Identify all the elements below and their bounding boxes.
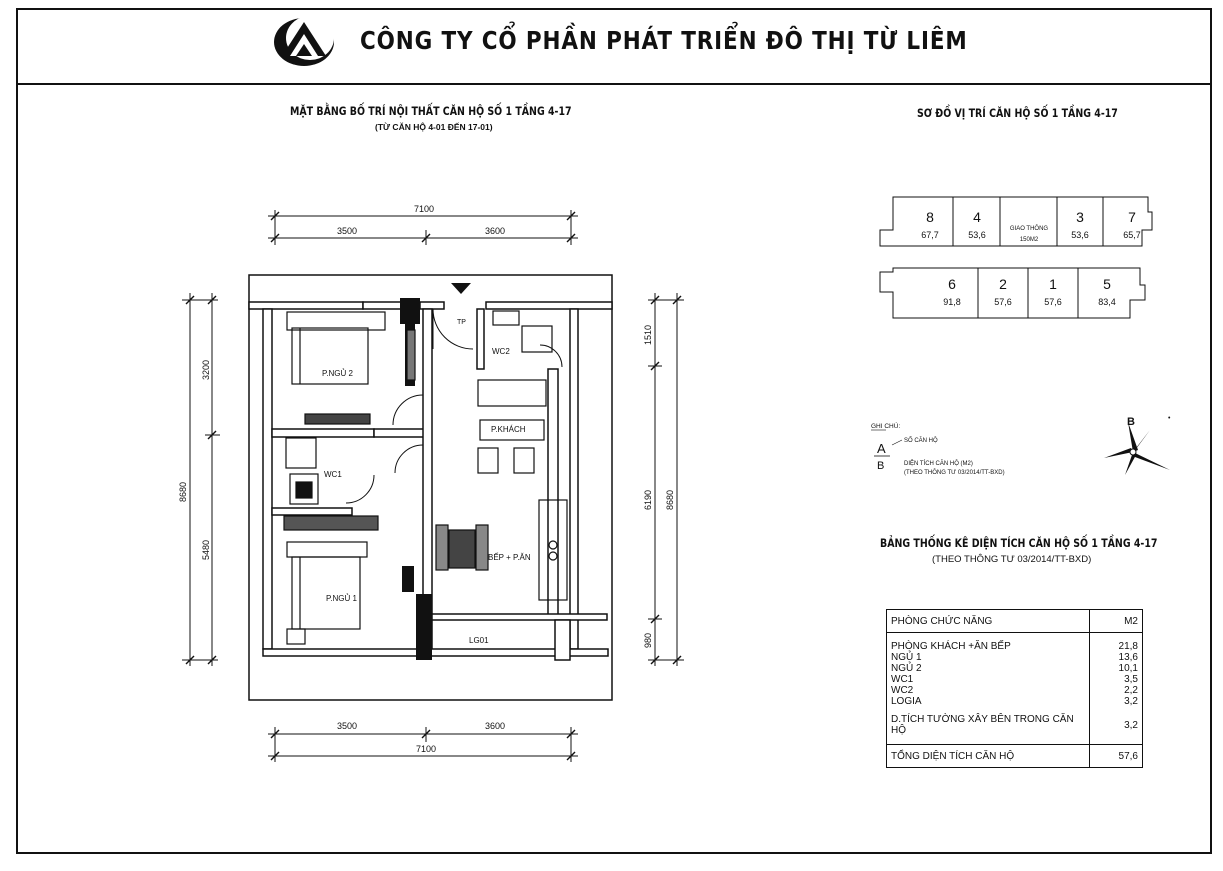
unit-1-area: 57,6: [1044, 297, 1062, 307]
legend-b-symbol: B: [877, 460, 885, 472]
table-row: [887, 663, 1143, 674]
row-name: NGỦ 2: [887, 663, 1090, 674]
corridor-area: 150M2: [1019, 237, 1039, 243]
keyplan-title: SƠ ĐỒ VỊ TRÍ CĂN HỘ SỐ 1 TẦNG 4-17: [917, 106, 1118, 120]
unit-3-area: 53,6: [1071, 230, 1089, 240]
row-name: WC2: [887, 685, 1090, 696]
dim-right-mid: 6190: [643, 489, 653, 510]
company-name: CÔNG TY CỔ PHẦN PHÁT TRIỂN ĐÔ THỊ TỪ LIÊM: [360, 26, 968, 55]
dimension-lines: [182, 210, 684, 762]
stats-title: BẢNG THỐNG KÊ DIỆN TÍCH CĂN HỘ SỐ 1 TẦNG 4-17: [880, 536, 1158, 550]
unit-3-number: 3: [1076, 209, 1084, 225]
row-name: WC1: [887, 674, 1090, 685]
dim-bottom-right: 3600: [485, 721, 506, 731]
unit-6-area: 91,8: [943, 297, 961, 307]
total-name: TỔNG DIỆN TÍCH CĂN HỘ: [887, 745, 1090, 768]
dim-right-top: 1510: [643, 324, 653, 345]
dim-right-total: 8680: [665, 489, 675, 510]
unit-7-area: 65,7: [1123, 230, 1141, 240]
room-wc1-label: WC1: [324, 470, 342, 479]
dim-left-total: 8680: [178, 481, 188, 502]
table-row: [887, 707, 1143, 745]
unit-5-number: 5: [1103, 276, 1111, 292]
area-table: [886, 609, 1143, 768]
dim-right-bottom: 980: [643, 632, 653, 648]
unit-2-area: 57,6: [994, 297, 1012, 307]
corridor-label: GIAO THÔNG: [1009, 226, 1049, 232]
unit-8-area: 67,7: [921, 230, 939, 240]
room-kitchen-label: BẾP + P.ĂN: [488, 553, 531, 562]
row-value: 13,6: [1090, 652, 1143, 663]
total-value: 57,6: [1090, 745, 1143, 768]
table-row: [887, 633, 1143, 653]
room-wc2-label: WC2: [492, 347, 510, 356]
entrance-arrow: [451, 283, 471, 294]
table-row: [887, 685, 1143, 696]
row-name: PHÒNG KHÁCH +ĂN BẾP: [887, 633, 1090, 653]
row-name: LOGIA: [887, 696, 1090, 707]
unit-8-number: 8: [926, 209, 934, 225]
table-header-row: [887, 610, 1143, 633]
row-value: 10,1: [1090, 663, 1143, 674]
dim-left-bottom: 5480: [201, 539, 211, 560]
unit-5-area: 83,4: [1098, 297, 1116, 307]
compass-label: B: [1127, 416, 1135, 428]
table-row: [887, 696, 1143, 707]
table-row: [887, 674, 1143, 685]
plan-title: MẶT BẰNG BỐ TRÍ NỘI THẤT CĂN HỘ SỐ 1 TẦNG 4-17: [290, 104, 572, 118]
row-value: 3,2: [1090, 696, 1143, 707]
table-header-unit: M2: [1090, 610, 1143, 633]
floor-plan: [170, 195, 690, 770]
room-logia-label: LG01: [469, 636, 489, 645]
dimension-ticks: [186, 212, 681, 760]
legend-heading: GHI CHÚ:: [871, 423, 901, 430]
room-living-label: P.KHÁCH: [491, 425, 526, 434]
row-value: 3,2: [1090, 707, 1143, 745]
row-value: 2,2: [1090, 685, 1143, 696]
compass-icon: [1098, 404, 1178, 484]
unit-6-number: 6: [948, 276, 956, 292]
dim-left-top: 3200: [201, 359, 211, 380]
row-name: NGỦ 1: [887, 652, 1090, 663]
key-plan: [875, 193, 1155, 333]
stats-subtitle: (THEO THÔNG TƯ 03/2014/TT-BXD): [932, 554, 1092, 565]
svg-text:•: •: [1168, 415, 1171, 422]
table-header-name: PHÒNG CHỨC NĂNG: [887, 610, 1090, 633]
unit-1-number: 1: [1049, 276, 1057, 292]
unit-4-area: 53,6: [968, 230, 986, 240]
dim-top-total: 7100: [414, 204, 435, 214]
legend-a-text: SỐ CĂN HỘ: [904, 438, 938, 444]
dim-bottom-left: 3500: [337, 721, 358, 731]
room-tp-label: TP: [457, 319, 466, 326]
unit-7-number: 7: [1128, 209, 1136, 225]
legend: [870, 418, 1050, 480]
company-logo: [270, 12, 340, 68]
dim-top-left: 3500: [337, 226, 358, 236]
unit-2-number: 2: [999, 276, 1007, 292]
dim-bottom-total: 7100: [416, 744, 437, 754]
table-total-row: [887, 745, 1143, 768]
plan-subtitle: (TỪ CĂN HỘ 4-01 ĐẾN 17-01): [375, 122, 493, 132]
legend-a-symbol: A: [877, 441, 886, 456]
legend-b-text-1: DIỆN TÍCH CĂN HỘ (M2): [904, 461, 973, 467]
dim-top-right: 3600: [485, 226, 506, 236]
room-bed1-label: P.NGỦ 1: [326, 594, 357, 603]
table-row: [887, 652, 1143, 663]
unit-4-number: 4: [973, 209, 981, 225]
legend-b-text-2: (THEO THÔNG TƯ 03/2014/TT-BXD): [904, 470, 1005, 476]
row-value: 21,8: [1090, 633, 1143, 653]
row-value: 3,5: [1090, 674, 1143, 685]
room-bed2-label: P.NGỦ 2: [322, 369, 353, 378]
row-name: D.TÍCH TƯỜNG XÂY BÊN TRONG CĂN HỘ: [887, 707, 1090, 745]
